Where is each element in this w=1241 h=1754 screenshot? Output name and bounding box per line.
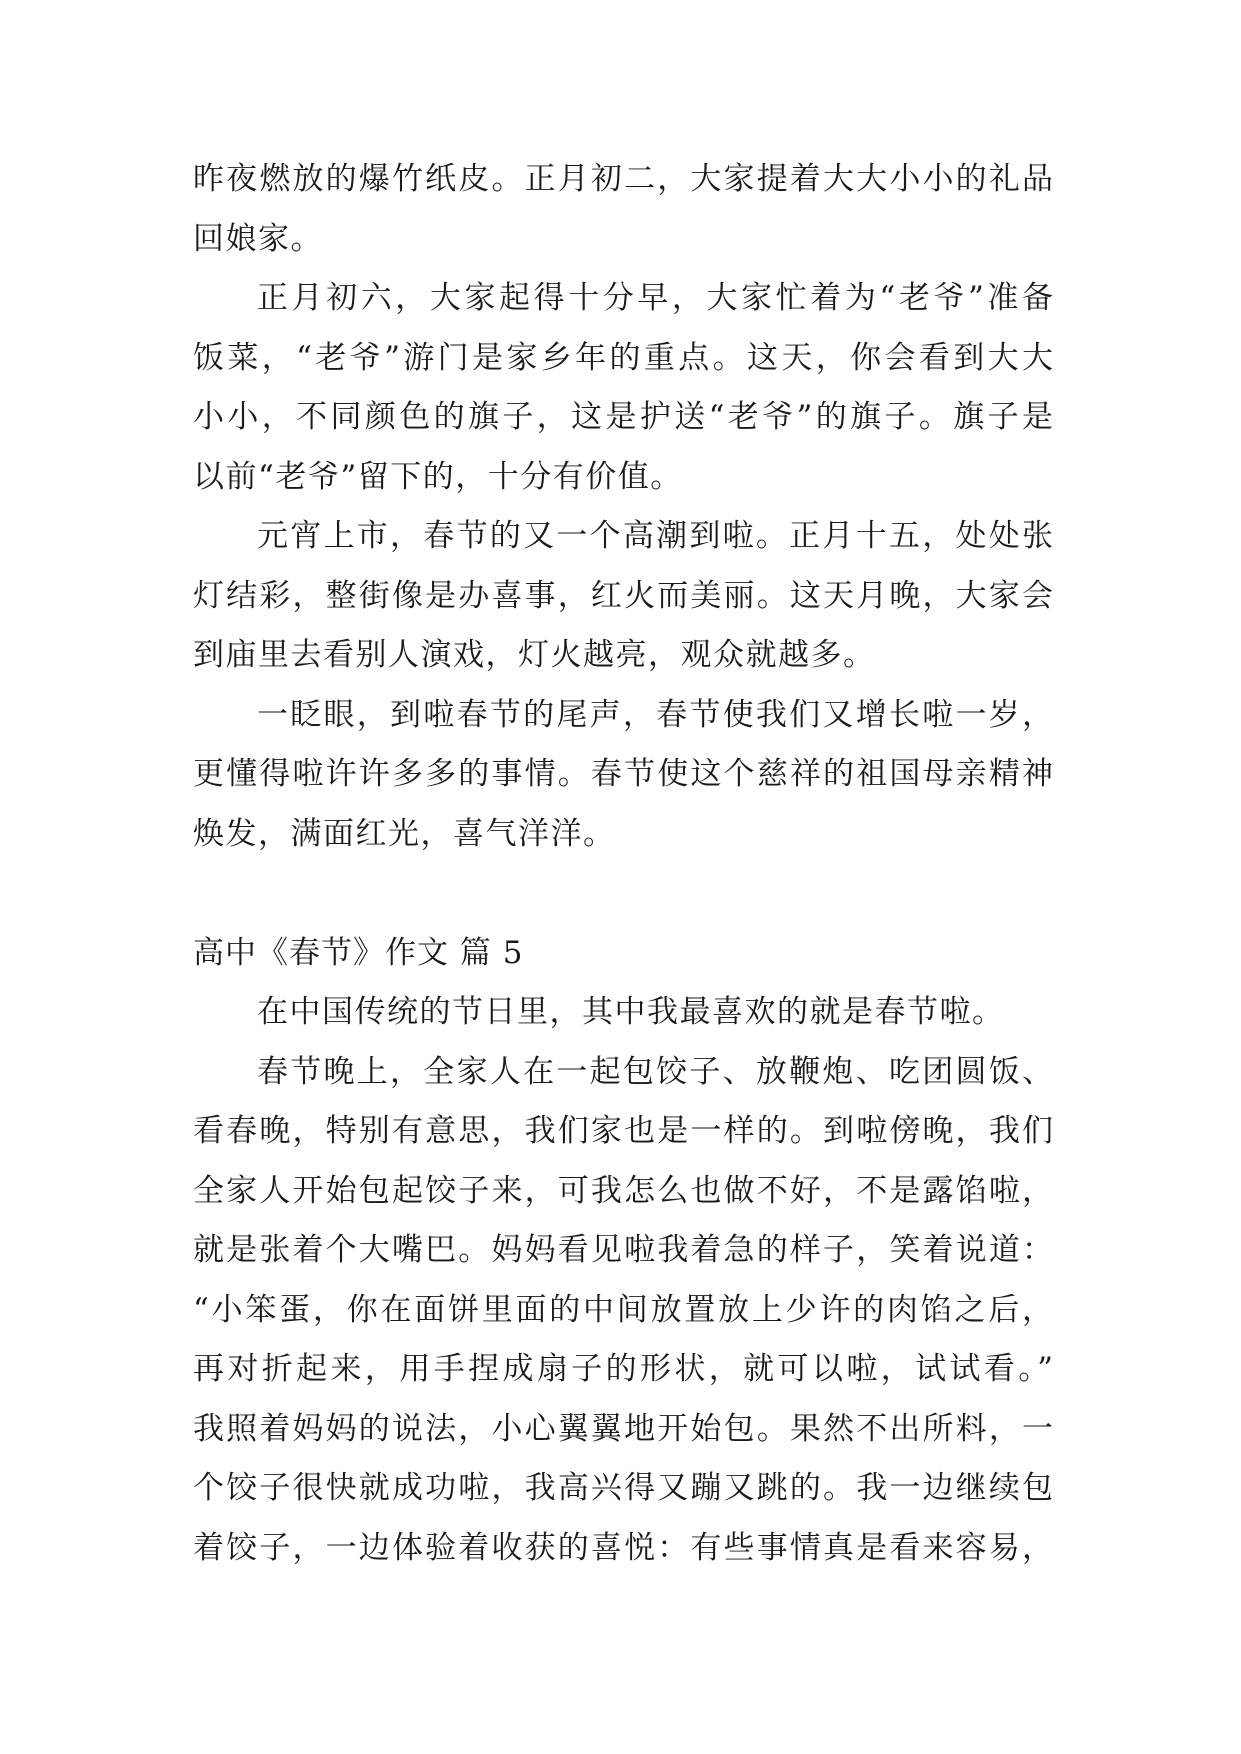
text-line: 饭菜，“老爷”游门是家乡年的重点。这天，你会看到大大 xyxy=(193,339,1053,376)
text-line: 小小，不同颜色的旗子，这是护送“老爷”的旗子。旗子是 xyxy=(193,399,1053,435)
text-line: 一眨眼，到啦春节的尾声，春节使我们又增长啦一岁， xyxy=(257,696,1053,733)
paragraph xyxy=(193,150,1053,269)
text-line: “小笨蛋，你在面饼里面的中间放置放上少许的肉馅之后， xyxy=(193,1291,1053,1328)
text-line: 焕发，满面红光，喜气洋洋。 xyxy=(193,815,616,852)
text-line: 元宵上市，春节的又一个高潮到啦。正月十五，处处张 xyxy=(257,518,1053,554)
text-line: 着饺子，一边体验着收获的喜悦：有些事情真是看来容易， xyxy=(193,1529,1053,1566)
text-line: 就是张着个大嘴巴。妈妈看见啦我着急的样子，笑着说道： xyxy=(193,1232,1053,1268)
text-line: 昨夜燃放的爆竹纸皮。正月初二，大家提着大大小小的礼品 xyxy=(193,161,1053,197)
section-top xyxy=(193,150,1053,864)
paragraph xyxy=(193,983,1053,1043)
text-line: 更懂得啦许许多多的事情。春节使这个慈祥的祖国母亲精神 xyxy=(193,756,1053,792)
text-line: 正月初六，大家起得十分早，大家忙着为“老爷”准备 xyxy=(257,280,1053,316)
text-line: 到庙里去看别人演戏，灯火越亮，观众就越多。 xyxy=(193,637,876,673)
blank-line xyxy=(193,864,1053,924)
text-line: 再对折起来，用手捏成扇子的形状，就可以啦，试试看。” xyxy=(193,1351,1053,1387)
article-heading: 高中《春节》作文 篇 5 xyxy=(193,934,524,971)
section-bottom xyxy=(193,983,1053,1578)
text-line: 我照着妈妈的说法，小心翼翼地开始包。果然不出所料，一 xyxy=(193,1410,1053,1447)
text-line: 个饺子很快就成功啦，我高兴得又蹦又跳的。我一边继续包 xyxy=(193,1470,1053,1506)
text-line: 在中国传统的节日里，其中我最喜欢的就是春节啦。 xyxy=(257,994,1005,1030)
document-body xyxy=(193,150,1053,1578)
text-line: 以前“老爷”留下的，十分有价值。 xyxy=(193,458,683,495)
text-line: 灯结彩，整街像是办喜事，红火而美丽。这天月晚，大家会 xyxy=(193,577,1053,614)
paragraph xyxy=(193,1043,1053,1579)
paragraph xyxy=(193,686,1053,865)
text-line: 看春晚，特别有意思，我们家也是一样的。到啦傍晚，我们 xyxy=(193,1113,1053,1149)
paragraph xyxy=(193,507,1053,686)
text-line: 春节晚上，全家人在一起包饺子、放鞭炮、吃团圆饭、 xyxy=(257,1053,1053,1090)
text-line: 回娘家。 xyxy=(193,220,323,257)
paragraph xyxy=(193,269,1053,507)
text-line: 全家人开始包起饺子来，可我怎么也做不好，不是露馅啦， xyxy=(193,1172,1053,1209)
